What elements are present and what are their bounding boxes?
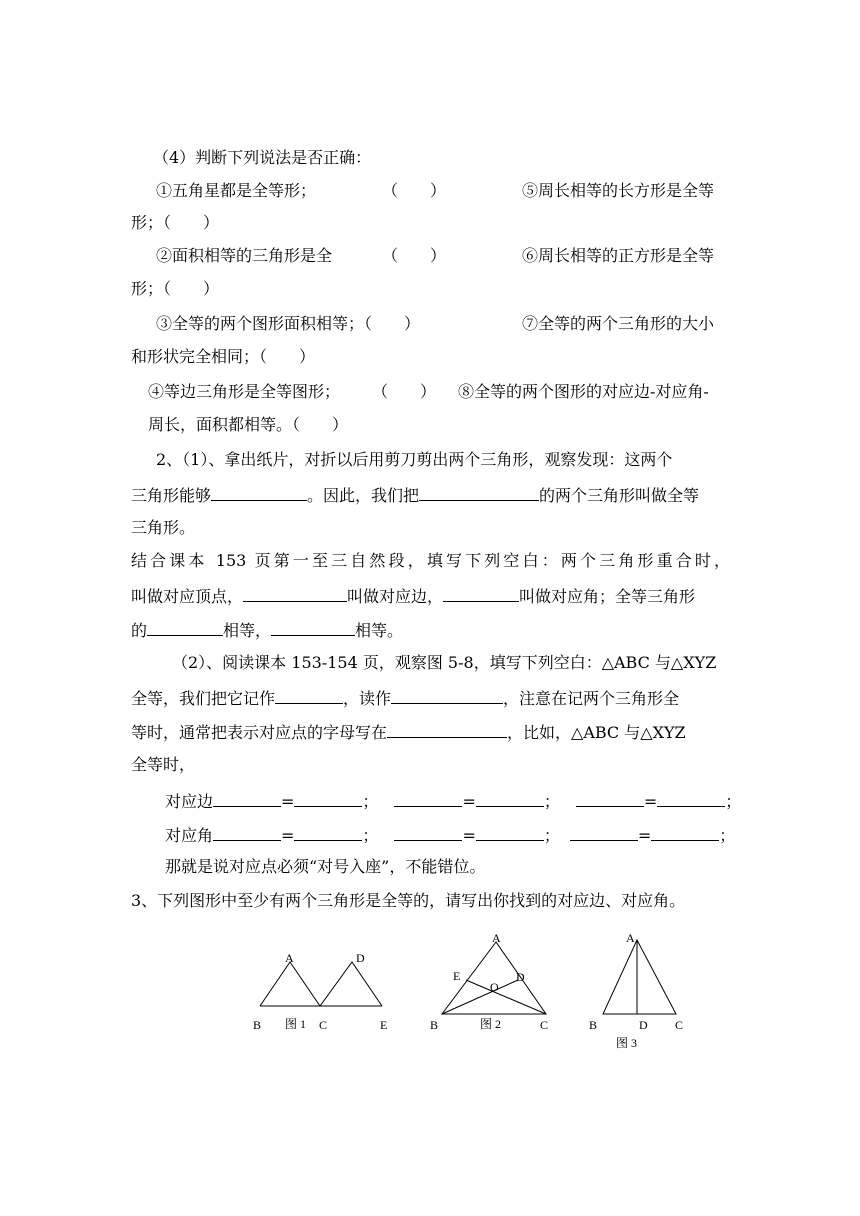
q2-p2-line1: 结合课本 153 页第一至三自然段，填写下列空白：两个三角形重合时，: [131, 551, 730, 570]
fill-blank[interactable]: [243, 585, 347, 602]
fill-blank[interactable]: [651, 824, 719, 841]
q2-p1-line2: 三角形能够 。因此，我们把 的两个三角形叫做全等: [131, 486, 700, 505]
statement-4: ④等边三角形是全等图形；: [148, 382, 341, 401]
fill-blank[interactable]: [391, 687, 503, 704]
fig2-label-C: C: [540, 1018, 549, 1032]
statement-7b[interactable]: 和形状完全相同；（ ）: [131, 347, 316, 366]
statement-8a: ⑧全等的两个图形的对应边-对应角-: [458, 382, 709, 401]
figure-1: [260, 962, 382, 1006]
statement-2: ②面积相等的三角形是全: [156, 246, 333, 265]
fill-blank[interactable]: [476, 824, 544, 841]
fill-blank[interactable]: [211, 484, 307, 501]
statement-7a: ⑦全等的两个三角形的大小: [522, 314, 715, 333]
fill-blank[interactable]: [443, 585, 519, 602]
fig3-label-A: A: [626, 931, 635, 945]
conclusion-text: 那就是说对应点必须“对号入座”，不能错位。: [165, 857, 486, 876]
answer-blank-2[interactable]: （ ）: [382, 246, 447, 265]
figure-3: [603, 940, 676, 1014]
q3-text: 3、下列图形中至少有两个三角形是全等的，请写出你找到的对应边、对应角。: [131, 891, 686, 910]
fill-blank[interactable]: [394, 790, 462, 807]
q2-p2-line2: 叫做对应顶点， 叫做对应边， 叫做对应角；全等三角形: [131, 587, 696, 606]
q2-p1-line1: 2、（1）、拿出纸片，对折以后用剪刀剪出两个三角形，观察发现：这两个: [156, 450, 673, 469]
fill-blank[interactable]: [294, 824, 362, 841]
fill-blank[interactable]: [271, 619, 355, 636]
fill-blank[interactable]: [387, 721, 507, 738]
statement-1: ①五角星都是全等形；: [156, 181, 317, 200]
corresponding-sides-row: 对应边 = ； = ； = ；: [165, 792, 742, 811]
fill-blank[interactable]: [576, 790, 644, 807]
statement-8b[interactable]: 周长，面积都相等。（ ）: [148, 415, 349, 434]
fig1-label-B: B: [253, 1018, 262, 1032]
fill-blank[interactable]: [657, 790, 725, 807]
statement-3[interactable]: ③全等的两个图形面积相等；（ ）: [156, 314, 421, 333]
fig1-triangles: [260, 962, 382, 1006]
fill-blank[interactable]: [570, 824, 638, 841]
fill-blank[interactable]: [419, 484, 539, 501]
fig3-label-C: C: [675, 1018, 684, 1032]
fill-blank[interactable]: [476, 790, 544, 807]
fill-blank[interactable]: [294, 790, 362, 807]
fig3-triangle: [603, 940, 676, 1014]
fig1-label-A: A: [285, 951, 294, 965]
fig2-caption: 图 2: [480, 1017, 502, 1031]
fill-blank[interactable]: [147, 619, 223, 636]
fill-blank[interactable]: [213, 824, 281, 841]
fig3-caption: 图 3: [616, 1036, 638, 1050]
fig1-label-C: C: [319, 1018, 328, 1032]
fill-blank[interactable]: [213, 790, 281, 807]
fig2-label-B: B: [430, 1018, 439, 1032]
q2-p3-line2: 全等，我们把它记作 ，读作 ，注意在记两个三角形全: [131, 689, 680, 708]
fig2-label-O: O: [490, 980, 499, 994]
statement-6a: ⑥周长相等的正方形是全等: [522, 246, 715, 265]
fig3-label-D: D: [639, 1018, 648, 1032]
q2-p1-line3: 三角形。: [131, 518, 196, 537]
fig1-label-D: D: [356, 951, 365, 965]
fig2-label-D: D: [516, 970, 525, 984]
fig2-label-E: E: [453, 969, 461, 983]
answer-blank-4[interactable]: （ ）: [372, 382, 437, 401]
answer-blank-1[interactable]: （ ）: [382, 181, 447, 200]
statement-5a: ⑤周长相等的长方形是全等: [522, 181, 715, 200]
fig1-label-E: E: [380, 1018, 388, 1032]
fill-blank[interactable]: [394, 824, 462, 841]
q2-p3-line1: （2）、阅读课本 153-154 页，观察图 5-8，填写下列空白：△ABC 与△XYZ: [172, 653, 717, 672]
fig3-label-B: B: [589, 1018, 598, 1032]
corresponding-angles-row: 对应角 = ； = ； = ；: [165, 826, 736, 845]
q2-p2-line3: 的 相等， 相等。: [131, 621, 404, 640]
statement-6b[interactable]: 形；（ ）: [131, 279, 220, 298]
statement-5b[interactable]: 形；（ ）: [131, 213, 220, 232]
fill-blank[interactable]: [275, 687, 343, 704]
geometry-figures: [0, 925, 860, 1075]
q2-p3-line4: 全等时，: [131, 755, 196, 774]
fig1-caption: 图 1: [285, 1017, 307, 1031]
q2-p3-line3: 等时，通常把表示对应点的字母写在 ，比如，△ABC 与△XYZ: [131, 723, 686, 742]
fig2-label-A: A: [492, 931, 501, 945]
q4-heading: （4）判断下列说法是否正确：: [153, 148, 372, 167]
